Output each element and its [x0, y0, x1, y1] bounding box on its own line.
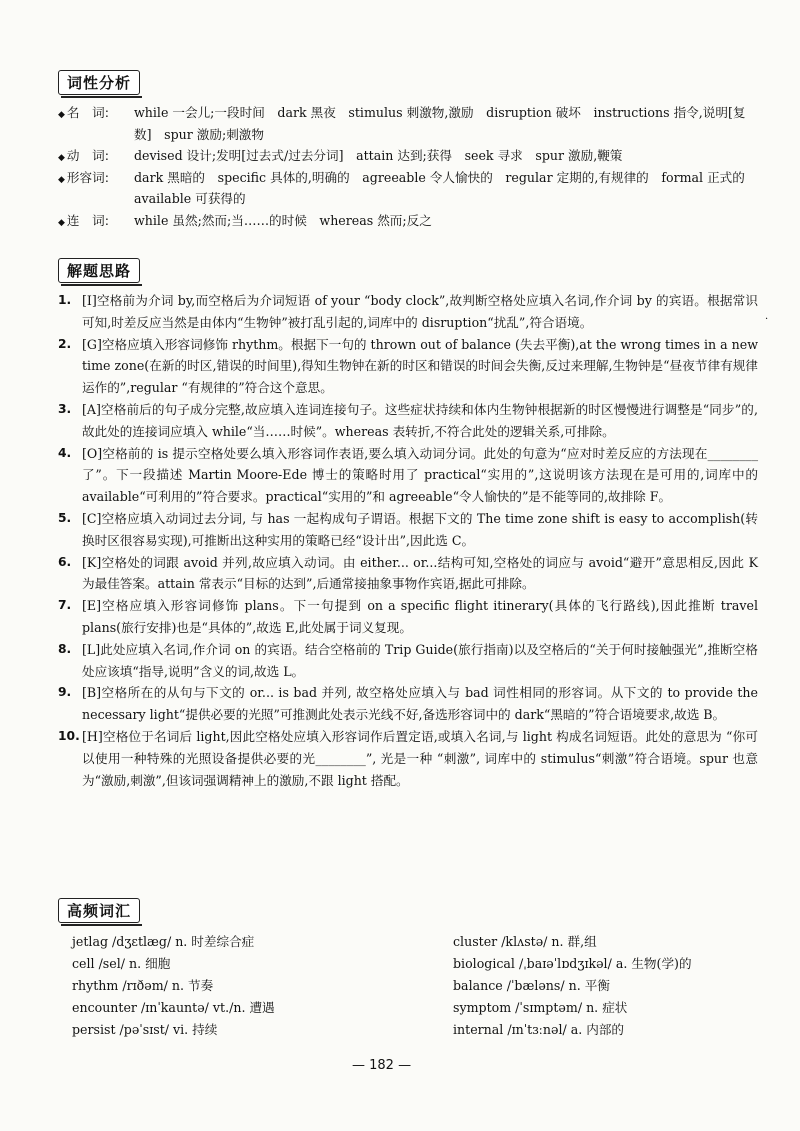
item-text: [O]空格前的 is 提示空格处要么填入形容词作表语,要么填入动词分词。此处的句意为“应对时差反应的方法现在________了”。下一段描述 Martin Moore-Ede 博士的策略时用了 practical“实用的”,这说明该方法现在是可用的,词库中的 available“可利用的”符合要求。practical“实用的”和 agreeable“令人愉快的”是不能等同的,故排除 F。 [82, 445, 758, 505]
vocabulary-table [72, 931, 732, 1041]
item-text: [A]空格前后的句子成分完整,故应填入连词连接句子。这些症状持续和体内生物钟根据新的时区慢慢进行调整是“同步”的,故此处的连接词应填入 while“当……时候”。whereas 表转折,不符合此处的逻辑关系,可排除。 [82, 401, 758, 439]
vocab-entry-left: rhythm /rɪðəm/ n. 节奏 [72, 978, 214, 993]
item-number: 4. [58, 445, 72, 460]
item-number: 9. [58, 685, 72, 700]
item-text: [I]空格前为介词 by,而空格后为介词短语 of your “body clock”,故判断空格处应填入名词,作介词 by 的宾语。根据常识可知,时差反应当然是由体内“生物钟”被打乱引起的,词库中的 disruption“扰乱”,符合语境。 [82, 293, 758, 330]
item-number: 2. [58, 336, 72, 351]
vocab-entry-left: cell /sel/ n. 细胞 [72, 956, 171, 971]
item-number: 3. [58, 401, 72, 416]
vocab-entry-left: encounter /ɪnˈkauntə/ vt./n. 遭遇 [72, 1000, 275, 1015]
item-number: 1. [58, 293, 72, 307]
pos-section-title: 词性分析 [58, 70, 140, 95]
analysis-item [58, 639, 758, 683]
item-number: 8. [58, 641, 72, 656]
pos-label: ◆ 动 词: [58, 145, 109, 170]
pos-label: ◆ 名 词: [58, 102, 109, 127]
vocab-entry-right: symptom /ˈsɪmptəm/ n. 症状 [453, 1000, 628, 1015]
analysis-item [58, 443, 758, 508]
vocab-entry-left: jetlag /dʒɛtlæg/ n. 时差综合症 [72, 934, 255, 949]
vocab-entry-right: balance /ˈbæləns/ n. 平衡 [453, 978, 610, 993]
item-text: [L]此处应填入名词,作介词 on 的宾语。结合空格前的 Trip Guide(旅行指南)以及空格后的“关于何时接触强光”,推断空格处应该填“指导,说明”含义的词,故选 L。 [82, 641, 758, 679]
pos-item [58, 102, 758, 145]
item-text: [E]空格应填入形容词修饰 plans。下一句提到 on a specific flight itinerary(具体的飞行路线),因此推断 travel plans(旅行安排)也是“具体的”,故选 E,此处属于词义复现。 [82, 598, 758, 635]
vocab-row [72, 975, 732, 997]
vocab-entry-right: biological /ˌbaɪəˈlɒdʒɪkəl/ a. 生物(学)的 [453, 956, 692, 971]
analysis-item [58, 334, 758, 399]
item-text: [C]空格应填入动词过去分词, 与 has 一起构成句子谓语。根据下文的 The time zone shift is easy to accomplish(转换时区很容易实现),可推断出这种实用的策略已经“设计出”,因此选 C。 [82, 510, 758, 548]
analysis-item [58, 595, 758, 639]
item-number: 5. [58, 510, 72, 525]
item-number: 6. [58, 554, 72, 569]
vocab-entry-right: internal /ɪnˈtɜːnəl/ a. 内部的 [453, 1022, 625, 1037]
analysis-item [58, 290, 758, 334]
analysis-item [58, 508, 758, 552]
pos-item [58, 210, 758, 232]
pos-text: dark 黑暗的 specific 具体的,明确的 agreeable 令人愉快的 regular 定期的,有规律的 formal 正式的 available 可获得的 [134, 169, 758, 207]
margin-mark: · [765, 314, 769, 325]
vocab-row [72, 953, 732, 975]
analysis-list [58, 290, 758, 791]
pos-item [58, 167, 758, 210]
item-text: [H]空格位于名词后 light,因此空格处应填入形容词作后置定语,或填入名词,与 light 构成名词短语。此处的意思为 “你可以使用一种特殊的光照设备提供必要的光________”, 光是一种 “刺激”, 词库中的 stimulus“刺激”符合语境。spur 也意为“激励,刺激”,但该词强调精神上的激励,不跟 light 搭配。 [82, 728, 758, 788]
vocab-section-title: 高频词汇 [58, 898, 140, 923]
analysis-item [58, 682, 758, 726]
page-number: — 182 — [352, 1058, 412, 1073]
vocab-row [72, 997, 732, 1019]
item-number: 10. [58, 728, 80, 743]
pos-label: ◆ 连 词: [58, 210, 109, 235]
item-text: [K]空格处的词跟 avoid 并列,故应填入动词。由 either... or...结构可知,空格处的词应与 avoid“避开”意思相反,因此 K 为最佳答案。attain 常表示“目标的达到”,后通常接抽象事物作宾语,据此可排除。 [82, 554, 758, 592]
pos-text: while 虽然;然而;当……的时候 whereas 然而;反之 [134, 212, 432, 228]
pos-text: devised 设计;发明[过去式/过去分词] attain 达到;获得 seek 寻求 spur 激励,鞭策 [134, 148, 623, 164]
item-number: 7. [58, 598, 72, 613]
parts-of-speech-list [58, 102, 758, 232]
pos-text: while 一会儿;一段时间 dark 黑夜 stimulus 刺激物,激励 disruption 破坏 instructions 指令,说明[复数] spur 激励;刺激物 [134, 105, 746, 142]
vocab-row [72, 1019, 732, 1041]
item-text: [G]空格应填入形容词修饰 rhythm。根据下一句的 thrown out of balance (失去平衡),at the wrong times in a new time zone(在新的时区,错误的时间里),得知生物钟在新的时区和错误的时间会失衡,反过来理解,生物钟是“昼夜节律有规律运作的”,regular “有规律的”符合这个意思。 [82, 336, 758, 396]
item-text: [B]空格所在的从句与下文的 or... is bad 并列, 故空格处应填入与 bad 词性相同的形容词。从下文的 to provide the necessary light“提供必要的光照”可推测此处表示光线不好,备选形容词中的 dark“黑暗的”符合语境要求,故选 B。 [82, 685, 758, 723]
pos-item [58, 145, 758, 167]
vocab-entry-right: cluster /klʌstə/ n. 群,组 [453, 934, 597, 949]
analysis-section-title: 解题思路 [58, 258, 140, 283]
analysis-item [58, 726, 758, 791]
vocab-row [72, 931, 732, 953]
analysis-item [58, 552, 758, 596]
vocab-entry-left: persist /pəˈsɪst/ vi. 持续 [72, 1022, 218, 1037]
analysis-item [58, 399, 758, 443]
pos-label: ◆ 形容词: [58, 167, 109, 192]
